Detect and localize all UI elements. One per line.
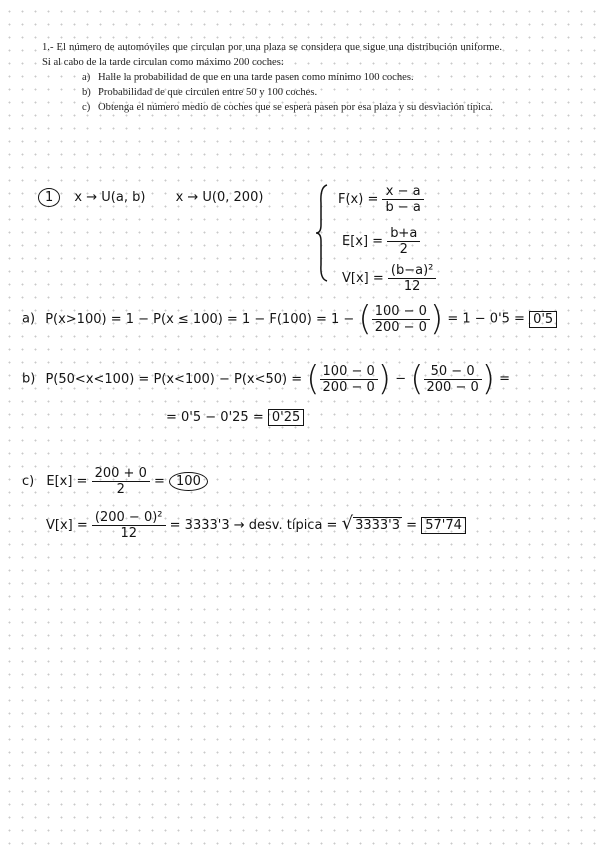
part-c-label: c) bbox=[22, 474, 35, 489]
problem-statement bbox=[42, 40, 502, 115]
sqrt-icon: √ bbox=[341, 513, 354, 534]
part-a: a) P(x>100) = 1 − P(x ≤ 100) = 1 − F(100) = 1 − ( $\frac{100 - 0}{200 - 0}$ ) = 1 − 0'5 = 0'5 bbox=[22, 302, 557, 336]
part-a-result: 0'5 bbox=[529, 311, 557, 328]
part-b-line2: = 0'5 − 0'25 = 0'25 bbox=[166, 410, 304, 425]
variance-formula: V[x] = $\frac{\text{(b−a)²}}{12}$ bbox=[342, 263, 436, 294]
expectation-formula: E[x] = $\frac{b+a}{2}$ bbox=[342, 226, 420, 257]
problem-items bbox=[42, 70, 502, 115]
part-b: b) P(50<x<100) = P(x<100) − P(x<50) = ( $\frac{100 - 0}{200 - 0}$ ) − ( $\frac{50 - 0}{200 - 0}$ ) = bbox=[22, 359, 511, 399]
step-number: 1 bbox=[38, 188, 60, 207]
brace-icon bbox=[315, 183, 329, 283]
part-c-mean-result: 100 bbox=[169, 472, 208, 491]
part-c-variance: V[x] = $\frac{\text{(200 − 0)²}}{12}$ = 3333'3 → desv. típica = √ 3333'3 = 57'74 bbox=[46, 510, 466, 541]
part-b-result: 0'25 bbox=[268, 409, 304, 426]
problem-item-b: b) Probabilidad de que circulen entre 50 y 100 coches. bbox=[82, 87, 318, 98]
specific-distribution: x → U(0, 200) bbox=[175, 190, 264, 205]
problem-intro: 1.- El número de automóviles que circulan por una plaza se considera que sigue una distribución uniforme. Si al cabo de la tarde circulan como máximo 200 coches: bbox=[42, 42, 502, 68]
part-a-label: a) bbox=[22, 311, 36, 327]
problem-item-a: a) Halle la probabilidad de que en una tarde pasen como mínimo 100 coches. bbox=[82, 72, 414, 83]
step1-distribution bbox=[38, 190, 263, 205]
part-b-label: b) bbox=[22, 371, 36, 387]
part-c-expectation: c) E[x] = $\frac{200 + 0}{2}$ = 100 bbox=[22, 466, 208, 497]
problem-item-c: c) Obtenga el número medio de coches que se espera pasen por esa plaza y su desviación típica. bbox=[82, 102, 494, 113]
general-distribution: x → U(a, b) bbox=[74, 190, 146, 205]
pdf-formula: F(x) = $\frac{x - a}{b - a}$ bbox=[338, 184, 424, 215]
part-c-std-result: 57'74 bbox=[421, 517, 466, 534]
